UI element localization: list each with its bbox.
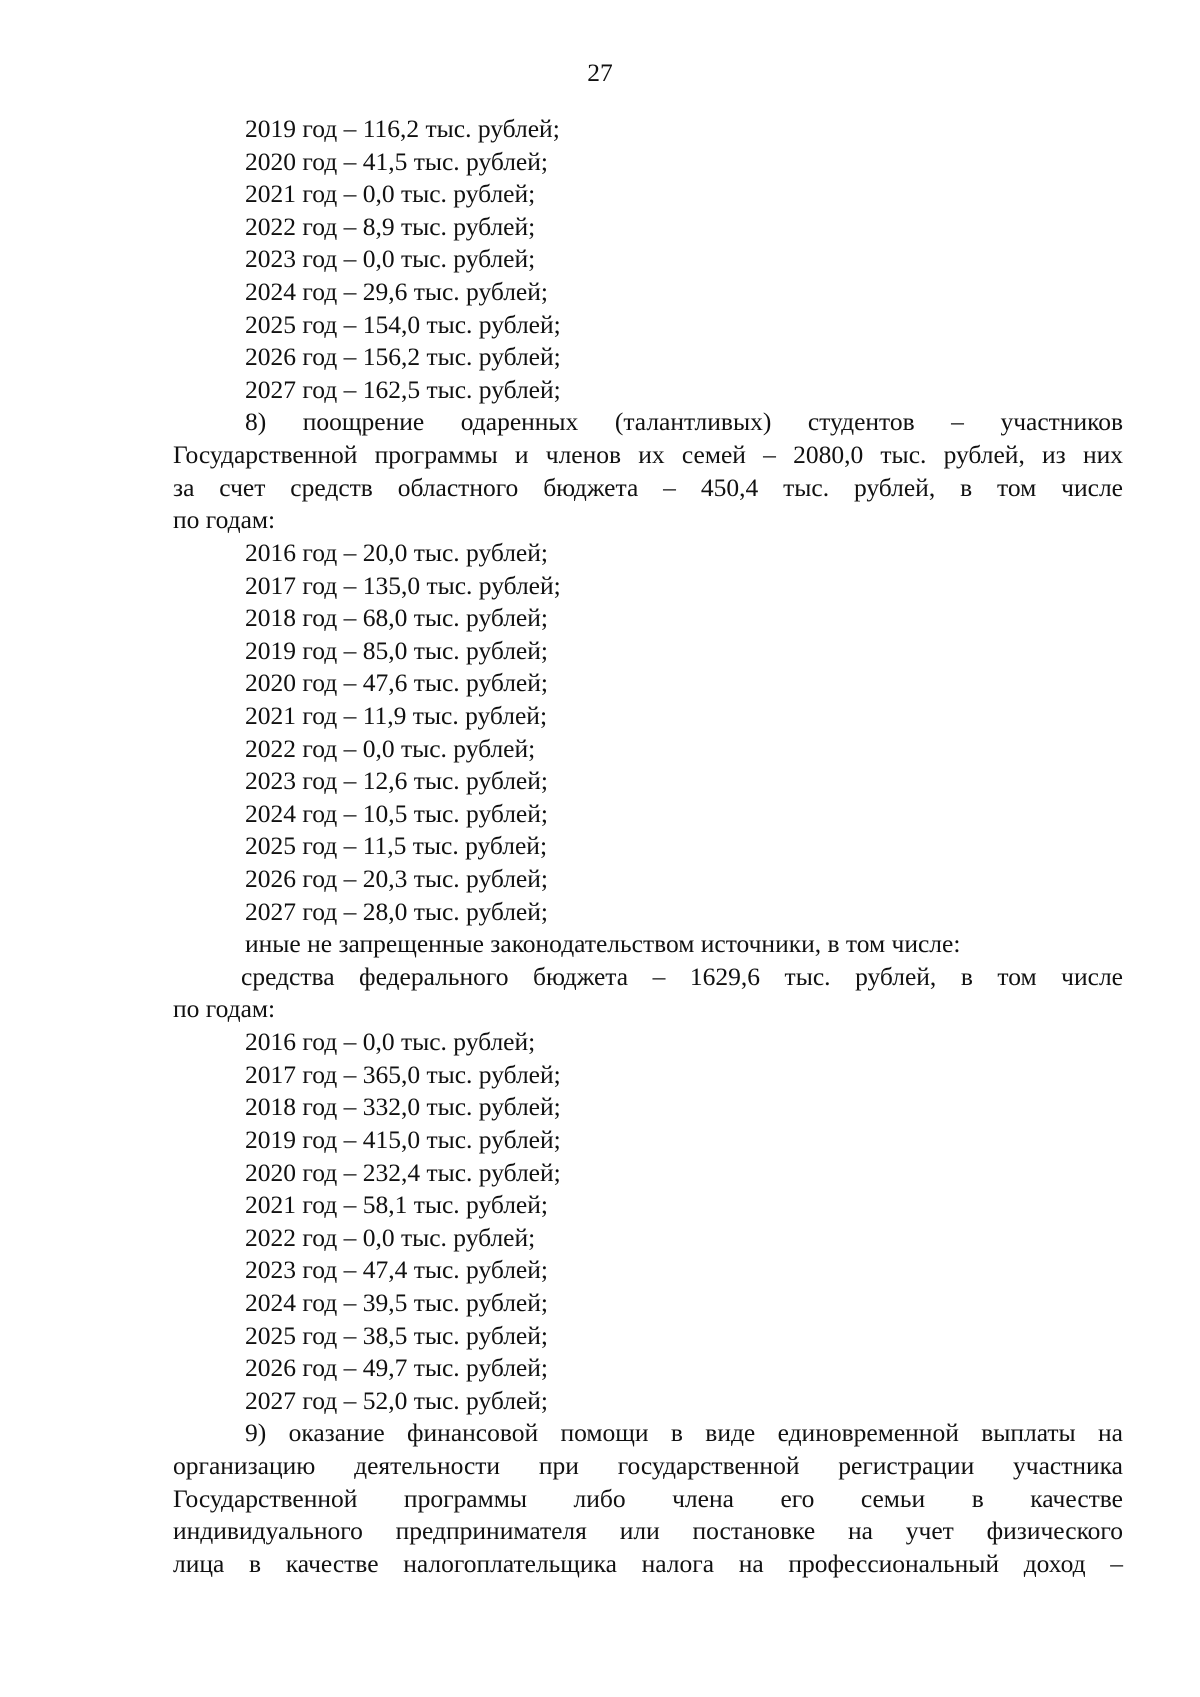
year-line: 2016 год – 0,0 тыс. рублей; <box>245 1027 536 1057</box>
year-line: 2018 год – 68,0 тыс. рублей; <box>245 603 548 633</box>
year-line: 2027 год – 28,0 тыс. рублей; <box>245 896 548 926</box>
section7-year-list <box>173 113 1123 406</box>
year-line: 2022 год – 0,0 тыс. рублей; <box>245 1222 536 1252</box>
paragraph-line: организацию деятельности при государственной регистрации участника <box>173 1450 1123 1480</box>
year-line: 2022 год – 0,0 тыс. рублей; <box>245 733 536 763</box>
year-line: 2026 год – 156,2 тыс. рублей; <box>245 342 561 372</box>
paragraph-line: Государственной программы и членов их семей – 2080,0 тыс. рублей, из них <box>173 440 1123 470</box>
paragraph-line: по годам: <box>173 994 276 1024</box>
year-line: 2020 год – 41,5 тыс. рублей; <box>245 146 548 176</box>
year-line: 2019 год – 85,0 тыс. рублей; <box>245 635 548 665</box>
year-line: 2021 год – 58,1 тыс. рублей; <box>245 1190 548 1220</box>
year-line: 2018 год – 332,0 тыс. рублей; <box>245 1092 561 1122</box>
year-line: 2025 год – 154,0 тыс. рублей; <box>245 309 561 339</box>
year-line: 2019 год – 415,0 тыс. рублей; <box>245 1124 561 1154</box>
item8-paragraph <box>173 406 1123 536</box>
year-line: 2017 год – 365,0 тыс. рублей; <box>245 1059 561 1089</box>
year-line: 2021 год – 11,9 тыс. рублей; <box>245 700 548 730</box>
regional-year-list <box>173 537 1123 928</box>
paragraph-line: по годам: <box>173 505 276 535</box>
year-line: 2016 год – 20,0 тыс. рублей; <box>245 537 548 567</box>
paragraph-line: лица в качестве налогоплательщика налога на профессиональный доход – <box>173 1548 1123 1578</box>
year-line: 2020 год – 232,4 тыс. рублей; <box>245 1157 561 1187</box>
paragraph-line: 9) оказание финансовой помощи в виде единовременной выплаты на <box>245 1418 1123 1448</box>
federal-paragraph <box>173 961 1123 1026</box>
federal-year-list <box>173 1026 1123 1417</box>
year-line: 2019 год – 116,2 тыс. рублей; <box>245 114 560 143</box>
year-line: 2025 год – 11,5 тыс. рублей; <box>245 831 548 861</box>
paragraph-line: Государственной программы либо члена его семьи в качестве <box>173 1483 1123 1513</box>
paragraph-line: индивидуального предпринимателя или постановке на учет физического <box>173 1516 1123 1546</box>
year-line: 2027 год – 52,0 тыс. рублей; <box>245 1385 548 1415</box>
paragraph-line: 8) поощрение одаренных (талантливых) студентов – участников <box>245 407 1123 437</box>
year-line: 2023 год – 47,4 тыс. рублей; <box>245 1255 548 1285</box>
year-line: 2022 год – 8,9 тыс. рублей; <box>245 211 536 241</box>
year-line: 2026 год – 20,3 тыс. рублей; <box>245 864 548 894</box>
year-line: 2026 год – 49,7 тыс. рублей; <box>245 1353 548 1383</box>
paragraph-line: средства федерального бюджета – 1629,6 тыс. рублей, в том числе <box>241 961 1123 991</box>
year-line: 2025 год – 38,5 тыс. рублей; <box>245 1320 548 1350</box>
year-line: 2023 год – 0,0 тыс. рублей; <box>245 244 536 274</box>
year-line: 2027 год – 162,5 тыс. рублей; <box>245 374 561 404</box>
year-line: 2023 год – 12,6 тыс. рублей; <box>245 766 548 796</box>
paragraph-line: за счет средств областного бюджета – 450,4 тыс. рублей, в том числе <box>173 472 1123 502</box>
year-line: 2017 год – 135,0 тыс. рублей; <box>245 570 561 600</box>
year-line: 2024 год – 10,5 тыс. рублей; <box>245 798 548 828</box>
page-number: 27 <box>587 58 613 87</box>
year-line: 2024 год – 29,6 тыс. рублей; <box>245 277 548 307</box>
year-line: 2024 год – 39,5 тыс. рублей; <box>245 1287 548 1317</box>
other-sources-line: иные не запрещенные законодательством источники, в том числе: <box>245 929 961 959</box>
year-line: 2021 год – 0,0 тыс. рублей; <box>245 179 536 209</box>
document-body <box>173 113 1123 1580</box>
item9-paragraph <box>173 1417 1123 1580</box>
year-line: 2020 год – 47,6 тыс. рублей; <box>245 668 548 698</box>
